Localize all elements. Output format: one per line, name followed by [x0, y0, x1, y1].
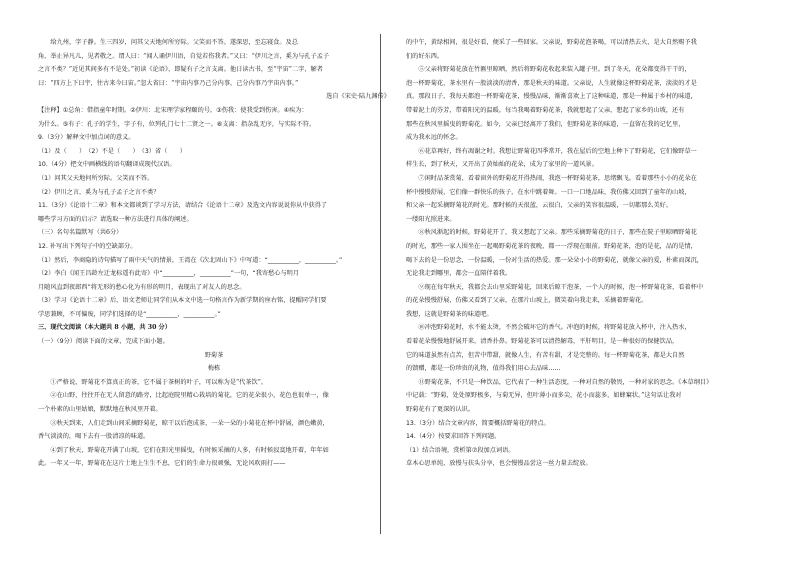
right-column: [406, 36, 758, 471]
article-paragraph: 带着泥土的芬芳，带着阳光的温暖。每当我喝着野菊花茶，我就想起了父亲，想起了家乡的山坡，还有: [406, 106, 685, 114]
passage-line: 之言不类？”近见其间多有不是处。”初读《论语》，即疑有子之言支离。他日读古书，至“宇宙”二字，解者: [38, 66, 323, 74]
question-10-item: （2）伊川之言，奚为与孔子孟子之言不类？: [38, 188, 160, 196]
question-14-item: 草木心思单纯，放慢与扶头分享，也会慢慢品尝这一丝力量去绽放。: [406, 460, 592, 468]
section-heading: （三）名句名篇默写（共6分）: [38, 229, 123, 237]
article-paragraph: 香气淡淡的，喝下去有一股清凉的味道。: [38, 433, 150, 441]
article-paragraph: 那些在秋风里摇曳的野菊花。如今，父亲已经离开了我们，但野菊花茶的味道，一直留在我的记忆里，: [406, 120, 685, 128]
question-10-item: （1）问其父天地何所穷际。父笑而不答。: [38, 174, 154, 182]
article-paragraph: ①严格说，野菊花不算真正的茶，它不属于茶树的叶子，可以称为是“代茶饮”。: [50, 378, 268, 386]
question-9-items: （1）及（ ） （2）不是（ ） （3）省（ ）: [38, 147, 186, 155]
question-14: 14.（4分）按要求回答下列问题。: [406, 433, 501, 441]
article-paragraph: 无论我走到哪里，都会一直陪伴着我。: [406, 270, 512, 278]
article-paragraph: 样生长，到了秋天，又开出了黄灿灿的花朵，成为了家里的一道风景。: [406, 161, 598, 169]
article-paragraph: 泡一杯野菊花，茶水里有一股淡淡的清香，那是秋天的味道。父亲说，人生就像这杯野菊花茶，淡淡的才是: [406, 79, 697, 87]
article-paragraph: 它的味道虽然有点苦，但苦中带甜，就像人生，有苦有甜，才是完整的。每一杯野菊花茶，都是大自然: [406, 351, 685, 359]
passage-line: 给九州，字子静。生三四岁，问其父天地何所穷际。父笑而不答。遂深思，至忘寝食。及总: [50, 39, 298, 46]
question-14-item: （1）结合语境，赏析第⑦段加点词语。: [406, 446, 515, 454]
article-paragraph: 一个朴素的山里姑娘，默默地在秋风里开着。: [38, 406, 162, 414]
article-paragraph: ⑤父亲将野菊花放在竹匾里晾晒，然后将野菊花收起来装入罐子里。到了冬天，花朵都变得干干的，: [418, 66, 691, 74]
article-title: 野菊茶: [204, 351, 224, 359]
left-column: [38, 36, 390, 471]
article-paragraph: ④到了秋天，野菊花开满了山坡，它们在阳光里摇曳，有时候采摘的人多，有时候寂寞地开着，年年如: [50, 446, 329, 454]
passage-source: 选自《宋史·陆九渊传》: [326, 93, 390, 101]
question-12-item: （2）李白《闻王昌龄左迁龙标遥有此寄》中“__________，__________”一句，“我寄愁心与明月: [38, 270, 300, 278]
article-paragraph: 野菊花有了更深的认识。: [406, 406, 475, 414]
question-11-line: 哪些学习方面的启示？请选取一种方法进行具体的阐述。: [38, 215, 193, 223]
note-line: 【注释】①总角：借指童年时期。②伊川：北宋理学家程颐的号。③伤我：使我受到伤害。④疾为：: [38, 106, 308, 114]
article-paragraph: 杯中慢慢舒展，它们像一群快乐的孩子，在水中跳着舞。一口一口地品味，我仿佛又回到了童年的山坡，: [406, 188, 691, 196]
article-paragraph: 真。那段日子，我每天都泡一杯野菊花茶，慢慢品味，渐渐喜欢上了这种味道，那是一种属于乡村的味道，: [406, 93, 697, 101]
article-paragraph: 喝下去的是一份思念，一份温暖，一份对生活的热爱。那一朵朵小小的野菊花，就像父亲的爱，朴素而深沉，: [406, 256, 703, 264]
article-paragraph: ⑦闲时品茶赏菊，看着窗外的野菊花开得热闹，我泡一杯野菊花茶，思绪飘飞。看着那些小小的花朵在: [418, 174, 697, 182]
question-12-item: （1）然后，李商隐的诗句描写了雨中天气的情景，王湾在《次北固山下》中写道：“__________，__________。”: [38, 256, 343, 264]
article-paragraph: ③秋天到来，人们走到山间采摘野菊花，晾干以后泡成茶，一朵一朵的小菊花在杯中舒展，颜色嫩黄，: [50, 419, 329, 427]
article-paragraph: 们的好东西。: [406, 52, 444, 60]
article-paragraph: ⑨现在每年秋天，我都会去山里采野菊花，回来后晾干泡茶，一个人的时候，泡一杯野菊花茶，看着杯中: [418, 283, 704, 291]
article-paragraph: ⑥花草再好，终有凋谢之时。我想让野菊花四季常开，我在屋后的空地上种下了野菊花，它们像野草一: [418, 147, 697, 155]
section-title: 三、现代文阅读（本大题共 8 小题，共 30 分）: [38, 324, 171, 332]
question-12-item: 学思兼顾，不可偏废，同学们选择的是“__________，__________。”: [38, 310, 221, 318]
article-paragraph: 的时光，那些一家人围坐在一起喝野菊花茶的夜晚，都一一浮现在眼前。野菊花茶，泡的是花，品的是情，: [406, 242, 697, 250]
note-line: 为什么。⑤有子：孔子的学生，字子有，位列孔门七十二贤之一。⑥支离：指杂乱无序，与实际不符。: [38, 120, 316, 128]
article-paragraph: 一缕阳光照进来。: [406, 215, 456, 223]
question-12-item: （3）学习《论语十二章》后，语文老师让同学们从本文中选一句格言作为新学期的座右铭，提醒同学们要: [38, 297, 327, 305]
article-paragraph: 和父亲一起采摘野菊花的时光。那时候的天很蓝，云很白，父亲的笑容很温暖，一切都那么美好。: [406, 202, 673, 210]
article-paragraph: 我想，这就是野菊茶的味道吧。: [406, 310, 493, 318]
article-paragraph: 看着花朵慢慢地舒展开来，清香扑鼻。野菊花茶可以清热解毒，平肝明目，是一种很好的保健饮品，: [406, 338, 679, 346]
question-9: 9.（3分）解释文中加点词的意义。: [38, 134, 135, 142]
article-paragraph: ②在山野，往往开在无人留意的路旁，比起庭院里精心栽培的菊花，它的花朵很小，花色也很单一，像: [50, 392, 329, 400]
question-12-item: 月随风直到夜郎西”将无形的愁心化为有形的明月，表现出了对友人的思念。: [38, 283, 246, 291]
article-paragraph: 此。一年又一年，野菊花在这片土地上生生不息，它们的生命力很顽强，无论风吹雨打——: [38, 460, 286, 468]
question-11-line: 11.（3分）《论语十二章》和本文都谈到了学习方法，请结合《论语十二章》及选文内容说说你从中获得了: [38, 202, 328, 210]
subsection-title: （一）（9分）阅读下面的文章，完成下面小题。: [38, 338, 169, 346]
article-paragraph: 中记载：“野菊，处处原野极多，与菊无异，但叶薄小而多尖，花小而蕊多，如蜂窠状。”这句话让我对: [406, 392, 682, 400]
article-paragraph: ⑪野菊花茶，不只是一种饮品，它代表了一种生活态度，一种对自然的敬畏，一种对家的思念。《本草纲目》: [418, 378, 713, 386]
article-paragraph: 的馈赠，都是一份珍贵的礼物，值得我们用心去品味……: [406, 365, 561, 373]
article-paragraph: ⑩冲泡野菊花时，水不能太烫，不然会破坏它的香气。冲泡的时候，将野菊花放入杯中，注入热水，: [418, 324, 691, 332]
question-10: 10.（4分）把文中画横线的语句翻译成现代汉语。: [38, 161, 176, 169]
passage-line: 角，举止异凡儿，见者敬之。谓人曰：“闻人诵伊川语，自觉若伤我者。”又曰：“伊川之言，奚为与孔子孟子: [38, 52, 330, 60]
question-12: 12. 补写出下列句子中的空缺部分。: [38, 242, 137, 250]
article-paragraph: 的中午，黄绿相间，很是好看，便采了一些回家。父亲说，野菊花泡茶喝，可以清热去火，是大自然赐予我: [406, 39, 697, 46]
passage-line: 曰：“四方上下曰宇，往古来今曰宙。”忽大省曰：“宇宙内事乃己分内事，己分内事乃宇宙内事。”: [38, 79, 299, 87]
article-paragraph: 成为我永远的怀念。: [406, 134, 462, 142]
article-author: 梅栋: [207, 365, 221, 373]
article-paragraph: ⑧秋风渐起的时候，野菊花开了，我又想起了父亲。那些采摘野菊花的日子，那些在院子里晾晒野菊花: [418, 229, 697, 237]
article-paragraph: 的花朵慢慢舒展，仿佛又看到了父亲，在那片山坡上，微笑着向我走来，采摘着野菊花。: [406, 297, 648, 305]
question-13: 13.（3分）结合文章内容，简要概括野菊花的特点。: [406, 419, 550, 427]
